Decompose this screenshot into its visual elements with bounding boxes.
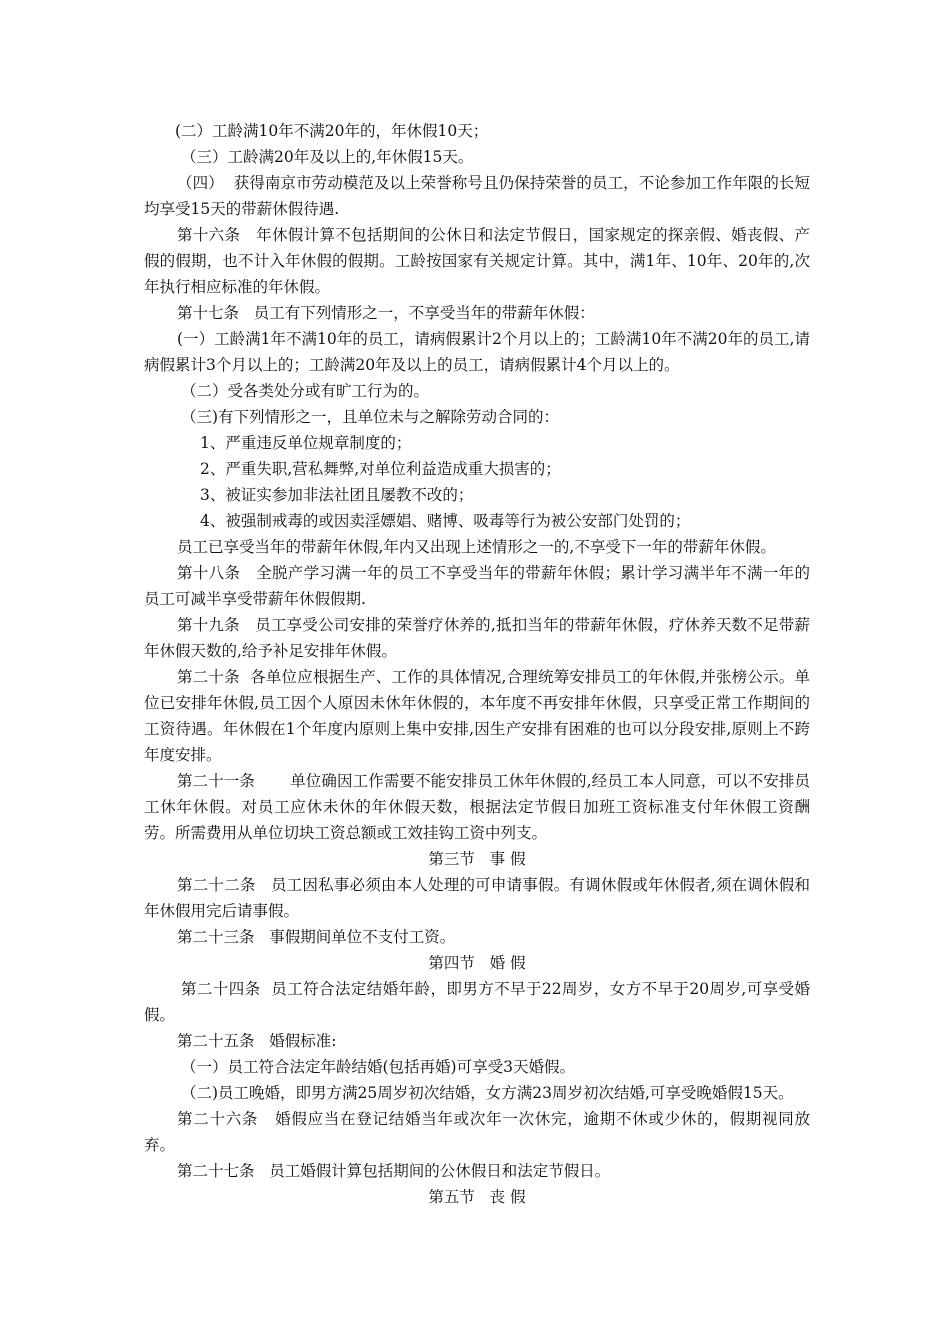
section-3-heading: 第三节 事 假 (428, 850, 526, 868)
article-18: 第十八条 全脱产学习满一年的员工不享受当年的带薪年休假；累计学习满半年不满一年的员工可减半享受带薪年休假假期. (144, 564, 810, 608)
document-page (144, 118, 810, 1210)
article-17: 第十七条 员工有下列情形之一，不享受当年的带薪年休假： (177, 304, 595, 322)
annual-leave-item-2: (二）工龄满10年不满20年的，年休假10天； (175, 122, 489, 140)
article-17-subitem-4: 4、被强制戒毒的或因卖淫嫖娼、赌博、吸毒等行为被公安部门处罚的； (200, 512, 691, 530)
section-4-heading: 第四节 婚 假 (428, 954, 526, 972)
article-17-subitem-2: 2、严重失职,营私舞弊,对单位利益造成重大损害的； (200, 460, 561, 478)
article-17-item-1: (一）工龄满1年不满10年的员工，请病假累计2个月以上的；工龄满10年不满20年的员工,请病假累计3个月以上的；工龄满20年及以上的员工，请病假累计4个月以上的。 (144, 330, 810, 374)
article-17-subitem-1: 1、严重违反单位规章制度的； (200, 434, 412, 452)
article-24: 第二十四条 员工符合法定结婚年龄，即男方不早于22周岁，女方不早于20周岁,可享受婚假。 (144, 980, 810, 1024)
article-27: 第二十七条 员工婚假计算包括期间的公休假日和法定节假日。 (177, 1162, 611, 1180)
article-17-note: 员工已享受当年的带薪年休假,年内又出现上述情形之一的,不享受下一年的带薪年休假。 (177, 538, 776, 556)
article-17-item-2: （二）受各类处分或有旷工行为的。 (181, 382, 430, 400)
article-25-item-1: （一）员工符合法定年龄结婚(包括再婚)可享受3天婚假。 (181, 1058, 575, 1076)
article-25: 第二十五条 婚假标准: (177, 1032, 337, 1050)
article-17-subitem-3: 3、被证实参加非法社团且屡教不改的； (200, 486, 474, 504)
article-26: 第二十六条 婚假应当在登记结婚当年或次年一次休完，逾期不休或少休的，假期视同放弃。 (144, 1110, 810, 1154)
article-25-item-2: （二)员工晚婚，即男方满25周岁初次结婚，女方满23周岁初次结婚,可享受晚婚假15天。 (181, 1084, 794, 1102)
article-16: 第十六条 年休假计算不包括期间的公休日和法定节假日，国家规定的探亲假、婚丧假、产假的假期，也不计入年休假的假期。工龄按国家有关规定计算。其中，满1年、10年、20年的,次年执行相应标准的年休假。 (144, 226, 810, 296)
article-17-item-3: （三)有下列情形之一，且单位未与之解除劳动合同的： (181, 408, 560, 426)
article-23: 第二十三条 事假期间单位不支付工资。 (177, 928, 456, 946)
annual-leave-item-4: （四） 获得南京市劳动模范及以上荣誉称号且仍保持荣誉的员工，不论参加工作年限的长短均享受15天的带薪休假待遇. (144, 174, 810, 218)
article-22: 第二十二条 员工因私事必须由本人处理的可申请事假。有调休假或年休假者,须在调休假和年休假用完后请事假。 (144, 876, 810, 920)
article-19: 第十九条 员工享受公司安排的荣誉疗休养的,抵扣当年的带薪年休假，疗休养天数不足带薪年休假天数的,给予补足安排年休假。 (144, 616, 810, 660)
article-21: 第二十一条 单位确因工作需要不能安排员工休年休假的,经员工本人同意，可以不安排员工休年休假。对员工应休未休的年休假天数，根据法定节假日加班工资标准支付年休假工资酬劳。所需费用从单位切块工资总额或工效挂钩工资中列支。 (144, 772, 810, 842)
annual-leave-item-3: （三）工龄满20年及以上的,年休假15天。 (181, 148, 474, 166)
section-5-heading: 第五节 丧 假 (428, 1188, 526, 1206)
article-20: 第二十条 各单位应根据生产、工作的具体情况,合理统筹安排员工的年休假,并张榜公示。单位已安排年休假,员工因个人原因未休年休假的，本年度不再安排年休假，只享受正常工作期间的工资待遇。年休假在1个年度内原则上集中安排,因生产安排有困难的也可以分段安排,原则上不跨年度安排。 (144, 668, 810, 764)
